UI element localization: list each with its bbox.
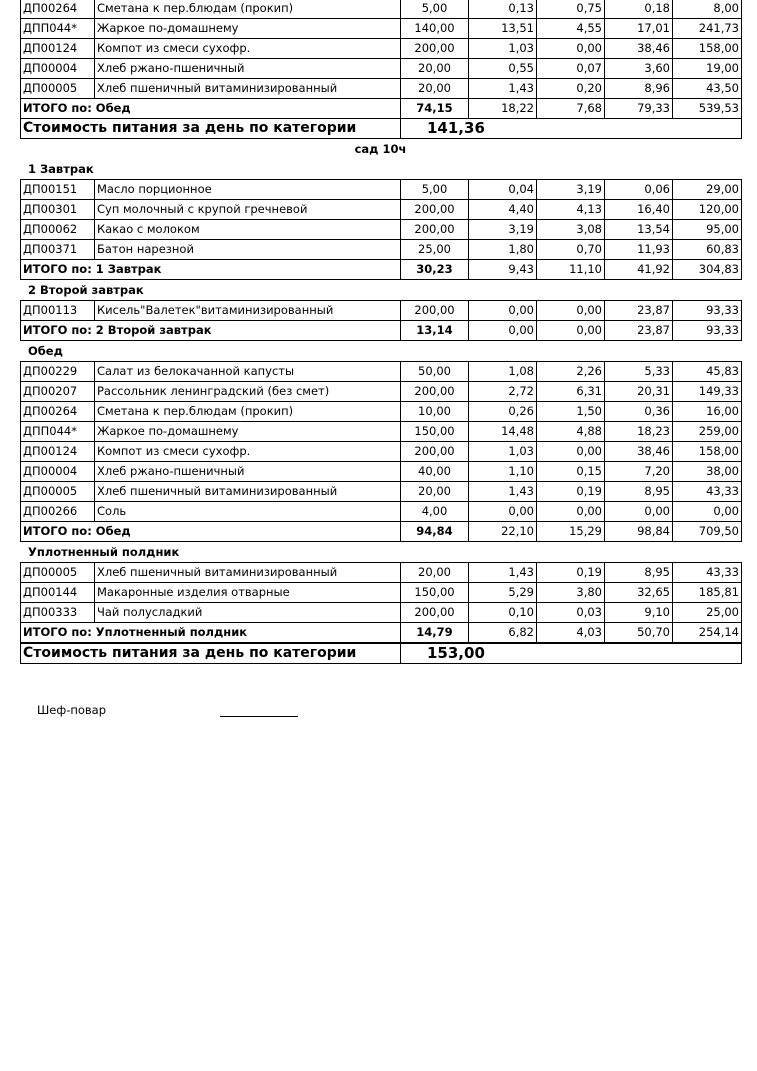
- item-name: Хлеб ржано-пшеничный: [95, 462, 401, 482]
- total-label: ИТОГО по: Обед: [21, 99, 401, 119]
- item-value-1: 0,04: [469, 180, 537, 200]
- item-name: Кисель"Валетек"витаминизированный: [95, 301, 401, 321]
- item-quantity: 5,00: [401, 0, 469, 19]
- item-value-3: 5,33: [605, 362, 673, 382]
- item-value-2: 0,15: [537, 462, 605, 482]
- total-value-3: 50,70: [605, 623, 673, 643]
- item-value-2: 4,88: [537, 422, 605, 442]
- item-quantity: 20,00: [401, 59, 469, 79]
- item-name: Хлеб ржано-пшеничный: [95, 59, 401, 79]
- item-code: ДП00124: [21, 442, 95, 462]
- item-value-4: 259,00: [673, 422, 742, 442]
- item-code: ДП00333: [21, 603, 95, 623]
- item-value-1: 0,26: [469, 402, 537, 422]
- signature-line: [220, 716, 298, 717]
- item-value-3: 8,95: [605, 482, 673, 502]
- item-quantity: 200,00: [401, 603, 469, 623]
- total-value-4: 93,33: [673, 321, 742, 341]
- item-code: ДП00264: [21, 0, 95, 19]
- item-value-1: 4,40: [469, 200, 537, 220]
- item-name: Макаронные изделия отварные: [95, 583, 401, 603]
- item-value-4: 158,00: [673, 442, 742, 462]
- total-value-4: 254,14: [673, 623, 742, 643]
- item-quantity: 200,00: [401, 382, 469, 402]
- total-value-3: 98,84: [605, 522, 673, 542]
- total-value-1: 6,82: [469, 623, 537, 643]
- item-code: ДП00005: [21, 79, 95, 99]
- section-title: Обед: [28, 344, 63, 358]
- item-quantity: 25,00: [401, 240, 469, 260]
- total-value-2: 11,10: [537, 260, 605, 280]
- item-code: ДП00264: [21, 402, 95, 422]
- item-value-2: 0,07: [537, 59, 605, 79]
- item-code: ДП00113: [21, 301, 95, 321]
- item-name: Соль: [95, 502, 401, 522]
- item-value-2: 2,26: [537, 362, 605, 382]
- item-value-1: 1,43: [469, 79, 537, 99]
- item-quantity: 20,00: [401, 482, 469, 502]
- item-value-2: 6,31: [537, 382, 605, 402]
- table-row: [21, 462, 742, 482]
- total-label: ИТОГО по: Обед: [21, 522, 401, 542]
- item-value-3: 13,54: [605, 220, 673, 240]
- item-value-4: 8,00: [673, 0, 742, 19]
- total-quantity: 14,79: [401, 623, 469, 643]
- item-code: ДП00004: [21, 462, 95, 482]
- total-value-3: 41,92: [605, 260, 673, 280]
- item-code: ДП00004: [21, 59, 95, 79]
- item-value-3: 23,87: [605, 301, 673, 321]
- item-value-4: 185,81: [673, 583, 742, 603]
- total-value-4: 539,53: [673, 99, 742, 119]
- item-quantity: 200,00: [401, 301, 469, 321]
- total-quantity: 74,15: [401, 99, 469, 119]
- item-value-2: 3,08: [537, 220, 605, 240]
- group-cost-table: [20, 643, 742, 664]
- item-value-1: 3,19: [469, 220, 537, 240]
- item-value-3: 8,96: [605, 79, 673, 99]
- item-code: ДПП044*: [21, 422, 95, 442]
- item-value-2: 0,00: [537, 39, 605, 59]
- item-value-2: 3,19: [537, 180, 605, 200]
- signature-label: Шеф-повар: [37, 703, 107, 717]
- item-quantity: 140,00: [401, 19, 469, 39]
- total-value-2: 15,29: [537, 522, 605, 542]
- item-name: Батон нарезной: [95, 240, 401, 260]
- item-value-1: 1,03: [469, 39, 537, 59]
- table-row: [21, 39, 742, 59]
- total-value-4: 709,50: [673, 522, 742, 542]
- item-quantity: 200,00: [401, 39, 469, 59]
- item-value-3: 20,31: [605, 382, 673, 402]
- table-row: [21, 59, 742, 79]
- item-value-2: 0,00: [537, 442, 605, 462]
- section-table: [20, 562, 742, 643]
- item-value-4: 16,00: [673, 402, 742, 422]
- item-quantity: 5,00: [401, 180, 469, 200]
- item-value-2: 0,70: [537, 240, 605, 260]
- item-value-1: 5,29: [469, 583, 537, 603]
- table-row: [21, 482, 742, 502]
- section-title: 1 Завтрак: [28, 162, 94, 176]
- group-sections: [20, 159, 741, 643]
- item-quantity: 40,00: [401, 462, 469, 482]
- item-value-4: 43,33: [673, 563, 742, 583]
- item-value-4: 93,33: [673, 301, 742, 321]
- daily-cost-value: 141,36: [401, 119, 742, 139]
- total-row: [21, 321, 742, 341]
- total-row: [21, 99, 742, 119]
- table-row: [21, 442, 742, 462]
- item-name: Компот из смеси сухофр.: [95, 442, 401, 462]
- item-value-1: 1,43: [469, 482, 537, 502]
- total-value-4: 304,83: [673, 260, 742, 280]
- item-quantity: 4,00: [401, 502, 469, 522]
- table-row: [21, 200, 742, 220]
- item-quantity: 50,00: [401, 362, 469, 382]
- item-name: Салат из белокачанной капусты: [95, 362, 401, 382]
- total-row: [21, 623, 742, 643]
- item-value-4: 38,00: [673, 462, 742, 482]
- table-row: [21, 301, 742, 321]
- item-value-2: 0,19: [537, 482, 605, 502]
- item-value-3: 16,40: [605, 200, 673, 220]
- total-label: ИТОГО по: 2 Второй завтрак: [21, 321, 401, 341]
- total-value-3: 79,33: [605, 99, 673, 119]
- item-code: ДП00151: [21, 180, 95, 200]
- table-row: [21, 240, 742, 260]
- item-value-3: 17,01: [605, 19, 673, 39]
- item-name: Хлеб пшеничный витаминизированный: [95, 79, 401, 99]
- item-code: ДП00144: [21, 583, 95, 603]
- table-row: [21, 0, 742, 19]
- item-code: ДП00005: [21, 563, 95, 583]
- section-title: 2 Второй завтрак: [28, 283, 144, 297]
- item-value-3: 38,46: [605, 39, 673, 59]
- table-row: [21, 362, 742, 382]
- table-row: [21, 220, 742, 240]
- item-value-3: 9,10: [605, 603, 673, 623]
- item-name: Хлеб пшеничный витаминизированный: [95, 563, 401, 583]
- total-value-2: 4,03: [537, 623, 605, 643]
- item-name: Компот из смеси сухофр.: [95, 39, 401, 59]
- daily-cost-label: Стоимость питания за день по категории: [21, 644, 401, 664]
- menu-document: [20, 0, 741, 664]
- table-row: [21, 603, 742, 623]
- section-title: Уплотненный полдник: [28, 545, 180, 559]
- section-table: [20, 361, 742, 542]
- item-value-1: 0,13: [469, 0, 537, 19]
- item-name: Рассольник ленинградский (без смет): [95, 382, 401, 402]
- item-value-4: 43,33: [673, 482, 742, 502]
- item-code: ДП00062: [21, 220, 95, 240]
- item-value-3: 18,23: [605, 422, 673, 442]
- table-row: [21, 502, 742, 522]
- table-row: [21, 180, 742, 200]
- item-value-1: 1,08: [469, 362, 537, 382]
- item-value-4: 158,00: [673, 39, 742, 59]
- item-name: Суп молочный с крупой гречневой: [95, 200, 401, 220]
- total-value-1: 0,00: [469, 321, 537, 341]
- item-name: Чай полусладкий: [95, 603, 401, 623]
- item-value-4: 95,00: [673, 220, 742, 240]
- item-quantity: 150,00: [401, 583, 469, 603]
- item-value-3: 0,06: [605, 180, 673, 200]
- item-value-3: 38,46: [605, 442, 673, 462]
- daily-cost-row: [21, 644, 742, 664]
- table-row: [21, 382, 742, 402]
- group-title: сад 10ч: [354, 142, 407, 156]
- item-value-2: 0,00: [537, 502, 605, 522]
- daily-cost-value: 153,00: [401, 644, 742, 664]
- item-name: Жаркое по-домашнему: [95, 19, 401, 39]
- item-value-4: 149,33: [673, 382, 742, 402]
- item-value-1: 0,55: [469, 59, 537, 79]
- item-value-2: 0,20: [537, 79, 605, 99]
- item-value-1: 1,03: [469, 442, 537, 462]
- item-value-3: 3,60: [605, 59, 673, 79]
- section-table: [20, 179, 742, 280]
- table-row: [21, 19, 742, 39]
- item-code: ДП00266: [21, 502, 95, 522]
- item-value-4: 120,00: [673, 200, 742, 220]
- item-value-4: 19,00: [673, 59, 742, 79]
- item-value-4: 43,50: [673, 79, 742, 99]
- item-value-1: 1,10: [469, 462, 537, 482]
- item-code: ДП00301: [21, 200, 95, 220]
- total-value-1: 9,43: [469, 260, 537, 280]
- item-value-4: 241,73: [673, 19, 742, 39]
- item-quantity: 20,00: [401, 563, 469, 583]
- section-table: [20, 300, 742, 341]
- daily-cost-label: Стоимость питания за день по категории: [21, 119, 401, 139]
- item-value-2: 4,13: [537, 200, 605, 220]
- total-value-1: 18,22: [469, 99, 537, 119]
- item-value-2: 0,19: [537, 563, 605, 583]
- item-quantity: 10,00: [401, 402, 469, 422]
- daily-cost-row: [21, 119, 742, 139]
- total-value-1: 22,10: [469, 522, 537, 542]
- total-quantity: 13,14: [401, 321, 469, 341]
- table-row: [21, 402, 742, 422]
- item-value-2: 0,75: [537, 0, 605, 19]
- item-value-3: 7,20: [605, 462, 673, 482]
- item-value-2: 1,50: [537, 402, 605, 422]
- item-quantity: 200,00: [401, 220, 469, 240]
- item-value-3: 0,18: [605, 0, 673, 19]
- item-value-2: 3,80: [537, 583, 605, 603]
- item-value-1: 1,43: [469, 563, 537, 583]
- item-value-4: 25,00: [673, 603, 742, 623]
- item-code: ДП00124: [21, 39, 95, 59]
- item-value-4: 29,00: [673, 180, 742, 200]
- table-row: [21, 583, 742, 603]
- item-code: ДПП044*: [21, 19, 95, 39]
- total-quantity: 94,84: [401, 522, 469, 542]
- total-value-3: 23,87: [605, 321, 673, 341]
- table-row: [21, 79, 742, 99]
- top-menu-table: [20, 0, 742, 139]
- item-value-1: 1,80: [469, 240, 537, 260]
- item-code: ДП00005: [21, 482, 95, 502]
- total-label: ИТОГО по: 1 Завтрак: [21, 260, 401, 280]
- item-name: Масло порционное: [95, 180, 401, 200]
- item-value-1: 14,48: [469, 422, 537, 442]
- item-name: Хлеб пшеничный витаминизированный: [95, 482, 401, 502]
- item-value-2: 0,00: [537, 301, 605, 321]
- item-value-2: 4,55: [537, 19, 605, 39]
- item-name: Какао с молоком: [95, 220, 401, 240]
- item-name: Сметана к пер.блюдам (прокип): [95, 402, 401, 422]
- item-value-3: 8,95: [605, 563, 673, 583]
- item-name: Жаркое по-домашнему: [95, 422, 401, 442]
- item-value-2: 0,03: [537, 603, 605, 623]
- total-label: ИТОГО по: Уплотненный полдник: [21, 623, 401, 643]
- item-quantity: 200,00: [401, 442, 469, 462]
- item-value-1: 0,10: [469, 603, 537, 623]
- total-row: [21, 522, 742, 542]
- item-value-4: 45,83: [673, 362, 742, 382]
- item-code: ДП00207: [21, 382, 95, 402]
- item-value-3: 11,93: [605, 240, 673, 260]
- item-quantity: 150,00: [401, 422, 469, 442]
- item-value-4: 60,83: [673, 240, 742, 260]
- item-value-3: 0,36: [605, 402, 673, 422]
- total-value-2: 0,00: [537, 321, 605, 341]
- item-value-1: 13,51: [469, 19, 537, 39]
- item-value-3: 32,65: [605, 583, 673, 603]
- item-value-1: 0,00: [469, 301, 537, 321]
- total-value-2: 7,68: [537, 99, 605, 119]
- item-code: ДП00229: [21, 362, 95, 382]
- table-row: [21, 563, 742, 583]
- item-quantity: 20,00: [401, 79, 469, 99]
- table-row: [21, 422, 742, 442]
- item-value-3: 0,00: [605, 502, 673, 522]
- item-value-1: 2,72: [469, 382, 537, 402]
- item-name: Сметана к пер.блюдам (прокип): [95, 0, 401, 19]
- total-quantity: 30,23: [401, 260, 469, 280]
- item-value-1: 0,00: [469, 502, 537, 522]
- item-quantity: 200,00: [401, 200, 469, 220]
- total-row: [21, 260, 742, 280]
- item-code: ДП00371: [21, 240, 95, 260]
- item-value-4: 0,00: [673, 502, 742, 522]
